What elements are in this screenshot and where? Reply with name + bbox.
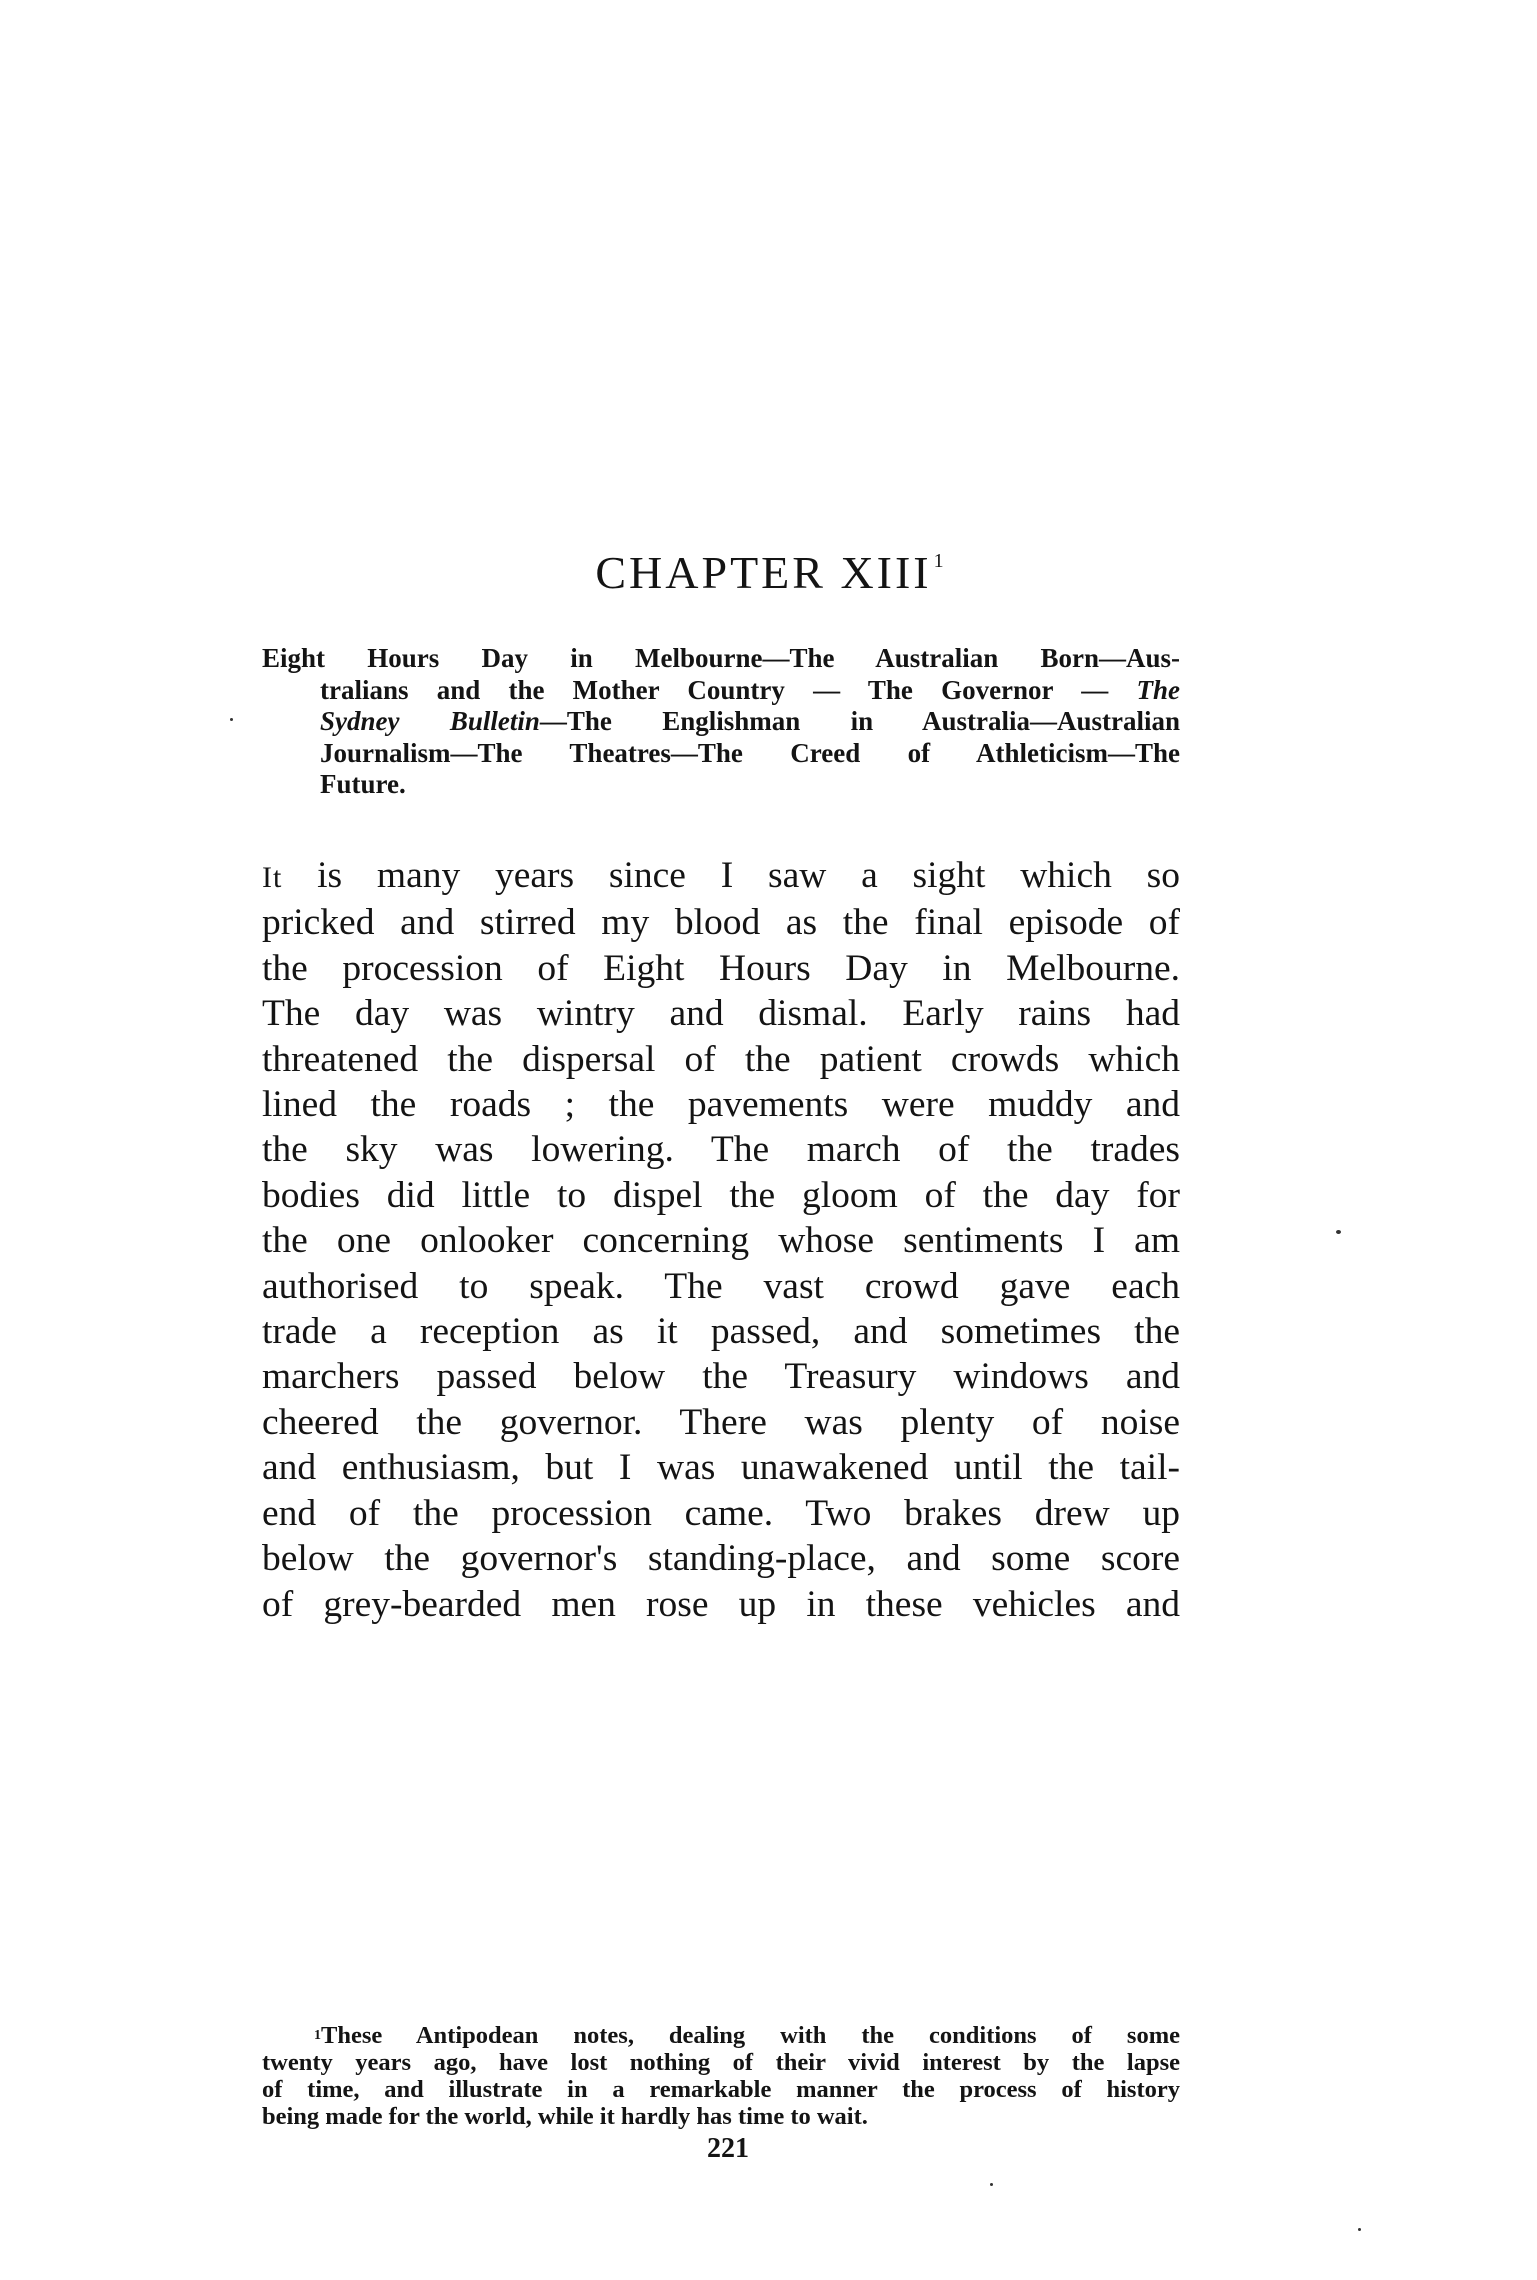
footnote-line: of time, and illustrate in a remarkable manner the process of history [262,2076,1180,2103]
body-line: authorised to speak. The vast crowd gave each [262,1265,1180,1307]
synopsis-line: Future. [320,769,406,799]
footnote-line: $^1$These Antipodean notes, dealing with the conditions of some [314,2022,1180,2049]
synopsis-line: Sydney Bulletin—The Englishman in Australia—Australian [320,706,1180,736]
body-line: the procession of Eight Hours Day in Melbourne. [262,947,1180,989]
body-line: cheered the governor. There was plenty of noise [262,1401,1180,1443]
body-line: the one onlooker concerning whose sentiments I am [262,1220,1180,1262]
body-line: It is many years since I saw a sight which so [262,855,1180,896]
body-line: trade a reception as it passed, and sometimes the [262,1311,1180,1353]
footnote-line: twenty years ago, have lost nothing of their vivid interest by the lapse [262,2049,1180,2076]
body-line: end of the procession came. Two brakes drew up [262,1492,1180,1534]
body-line: pricked and stirred my blood as the final episode of [262,902,1180,944]
body-line: of grey-bearded men rose up in these vehicles and [262,1583,1180,1625]
footnote-reference: 1 [933,550,944,572]
body-line: bodies did little to dispel the gloom of the day for [262,1174,1180,1216]
synopsis-line: Journalism—The Theatres—The Creed of Athleticism—The [320,737,1180,768]
body-line: the sky was lowering. The march of the trades [262,1129,1180,1171]
synopsis-italic: The [1136,674,1181,705]
body-line: The day was wintry and dismal. Early rains had [262,993,1180,1035]
dropcap: It [262,861,283,894]
synopsis-line: tralians and the Mother Country — The Governor — The [320,674,1181,705]
chapter-title [262,546,1277,599]
body-line: and enthusiasm, but I was unawakened until the tail- [262,1447,1180,1489]
body-line: below the governor's standing-place, and some score [262,1538,1180,1580]
scan-speck [230,718,233,721]
footnote [262,2022,1180,2130]
page-number: 221 [707,2133,749,2164]
chapter-title-text: CHAPTER XIII [595,547,932,598]
synopsis-line: Eight Hours Day in Melbourne—The Australian Born—Aus- [262,643,1180,673]
body-line: threatened the dispersal of the patient crowds which [262,1038,1180,1080]
chapter-synopsis [262,643,1180,801]
synopsis-italic: Sydney Bulletin [320,706,540,736]
body-line: lined the roads ; the pavements were muddy and [262,1084,1180,1126]
body-line: marchers passed below the Treasury windows and [262,1356,1180,1398]
footnote-marker: 1 [314,2028,321,2043]
scan-speck [1358,2228,1361,2231]
scan-speck [1336,1230,1341,1234]
body-text [262,853,1180,1627]
footnote-line: being made for the world, while it hardly has time to wait. [262,2103,868,2130]
scan-speck [990,2183,993,2186]
